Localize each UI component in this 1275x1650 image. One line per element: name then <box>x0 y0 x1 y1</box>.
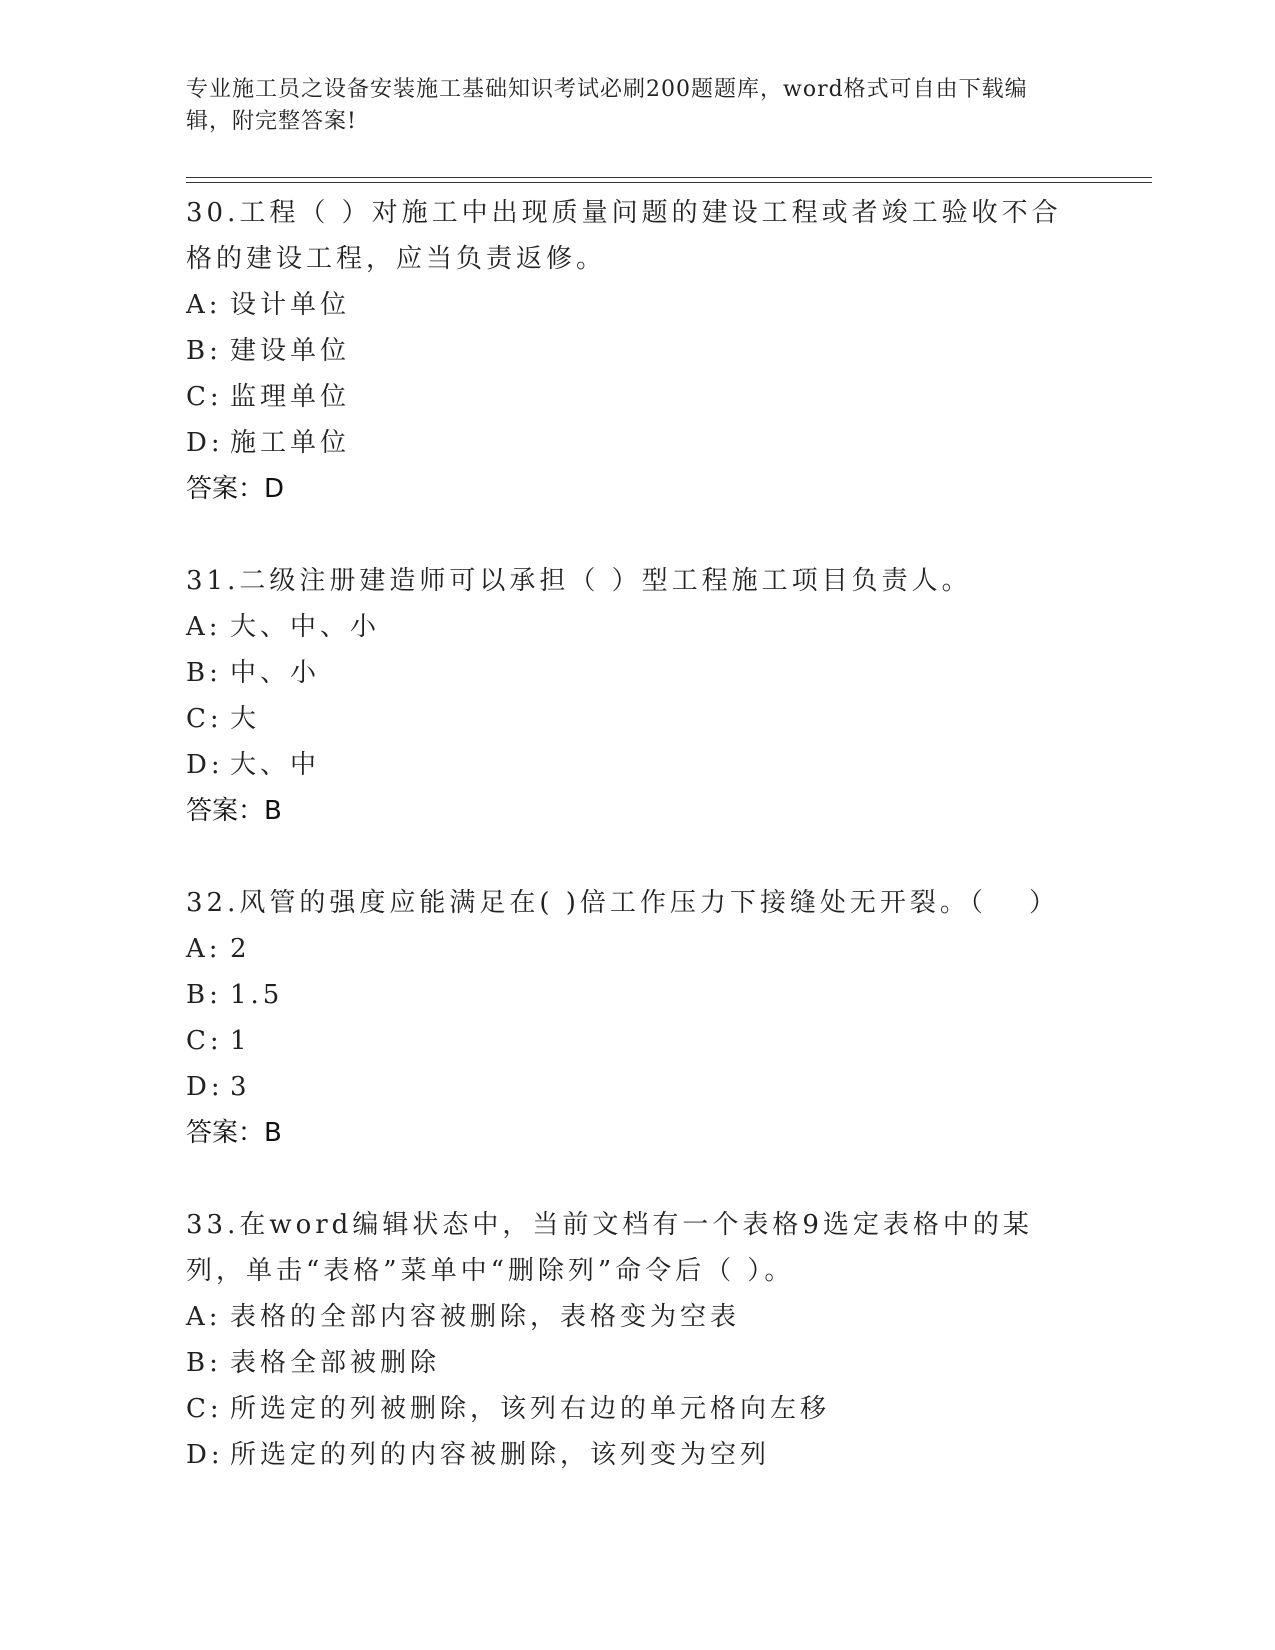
option-text: 2 <box>230 934 251 964</box>
option-d <box>186 1064 1086 1110</box>
option-text: 大 <box>230 704 261 734</box>
option-a <box>186 604 1086 650</box>
option-b <box>186 650 1086 696</box>
option-b <box>186 328 1086 374</box>
option-key: A: <box>186 934 222 964</box>
question-stem: 33.在word编辑状态中，当前文档有一个表格9选定表格中的某列，单击“表格”菜单中“删除列”命令后（ ）。 <box>186 1210 1033 1286</box>
question-list <box>186 190 1086 1524</box>
question-30 <box>186 190 1086 512</box>
option-key: C: <box>186 704 223 734</box>
option-c <box>186 1386 1086 1432</box>
question-stem: 30.工程（ ）对施工中出现质量问题的建设工程或者竣工验收不合格的建设工程，应当负责返修。 <box>186 198 1062 274</box>
option-key: A: <box>186 290 222 320</box>
question-31 <box>186 558 1086 834</box>
answer-line: 答案：D <box>186 474 285 504</box>
option-key: B: <box>186 1348 222 1378</box>
option-a <box>186 282 1086 328</box>
option-key: D: <box>186 1072 224 1102</box>
question-33 <box>186 1202 1086 1478</box>
option-d <box>186 420 1086 466</box>
option-text: 中、小 <box>230 658 321 688</box>
option-key: D: <box>186 428 224 458</box>
option-key: C: <box>186 382 223 412</box>
option-text: 所选定的列被删除，该列右边的单元格向左移 <box>230 1394 831 1424</box>
option-c <box>186 696 1086 742</box>
answer-line: 答案：B <box>186 796 282 826</box>
option-text: 大、中、小 <box>230 612 381 642</box>
option-a <box>186 1294 1086 1340</box>
option-key: C: <box>186 1394 223 1424</box>
option-b <box>186 1340 1086 1386</box>
option-key: B: <box>186 336 222 366</box>
option-key: A: <box>186 612 222 642</box>
header-divider-bottom <box>186 182 1152 183</box>
option-text: 施工单位 <box>230 428 351 458</box>
option-text: 建设单位 <box>230 336 351 366</box>
option-key: D: <box>186 1440 224 1470</box>
option-text: 表格的全部内容被删除，表格变为空表 <box>230 1302 741 1332</box>
answer-line: 答案：B <box>186 1118 282 1148</box>
option-text: 3 <box>230 1072 251 1102</box>
option-key: D: <box>186 750 224 780</box>
option-key: C: <box>186 1026 223 1056</box>
option-text: 设计单位 <box>230 290 351 320</box>
option-key: B: <box>186 980 222 1010</box>
option-d <box>186 742 1086 788</box>
document-header: 专业施工员之设备安装施工基础知识考试必刷200题题库，word格式可自由下载编辑，附完整答案! <box>186 77 1028 134</box>
question-stem: 31.二级注册建造师可以承担（ ）型工程施工项目负责人。 <box>186 566 972 596</box>
option-text: 监理单位 <box>230 382 351 412</box>
option-text: 1 <box>230 1026 251 1056</box>
option-text: 所选定的列的内容被删除，该列变为空列 <box>230 1440 771 1470</box>
option-key: A: <box>186 1302 222 1332</box>
option-b <box>186 972 1086 1018</box>
option-text: 表格全部被删除 <box>230 1348 441 1378</box>
question-stem: 32.风管的强度应能满足在( )倍工作压力下接缝处无开裂。（ ） <box>186 888 1060 918</box>
option-c <box>186 1018 1086 1064</box>
option-d <box>186 1432 1086 1478</box>
option-a <box>186 926 1086 972</box>
option-key: B: <box>186 658 222 688</box>
option-text: 大、中 <box>230 750 321 780</box>
option-text: 1.5 <box>230 980 284 1010</box>
header-divider-top <box>186 177 1152 178</box>
question-32 <box>186 880 1086 1156</box>
option-c <box>186 374 1086 420</box>
